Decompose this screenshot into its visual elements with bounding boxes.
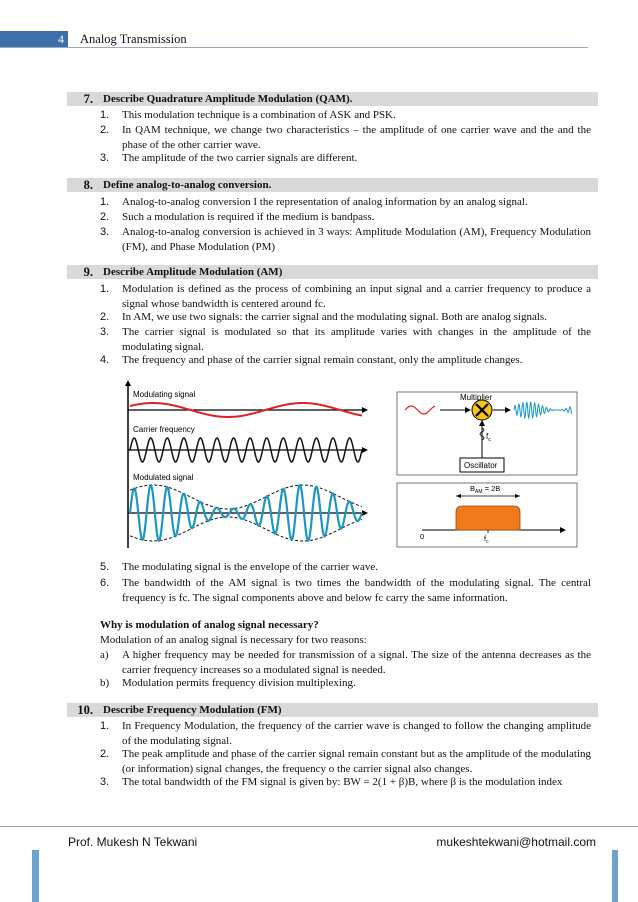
multiplier-label: Multiplier — [460, 393, 493, 402]
list-item: 3. The amplitude of the two carrier signals are different. — [100, 152, 358, 164]
why-intro: Modulation of an analog signal is necessary for two reasons: — [100, 634, 367, 646]
list-item: 4. The frequency and phase of the carrier signal remain constant, only the amplitude changes. — [100, 354, 523, 366]
footer-email: mukeshtekwani@hotmail.com — [436, 835, 596, 849]
reason-item: a) A higher frequency may be needed for transmission of a signal. The size of the antenna decreases as the carrier frequency increases so a modulated signal is needed. — [100, 649, 591, 676]
running-header-title: Analog Transmission — [80, 32, 187, 46]
modulating-signal-label: Modulating signal — [133, 390, 196, 399]
question-number: 10. — [77, 703, 93, 717]
footer-decor-bar-left — [32, 850, 39, 902]
am-band-shape — [456, 506, 520, 530]
question-9-heading — [67, 265, 598, 279]
header-divider — [0, 47, 588, 48]
footer-author: Prof. Mukesh N Tekwani — [68, 835, 198, 849]
question-title: Define analog-to-analog conversion. — [103, 179, 272, 191]
footer-decor-bar-right — [612, 850, 618, 902]
spectrum-fc-label: $f_c$ — [484, 534, 489, 545]
list-item: 3. Analog-to-analog conversion is achieved in 3 ways: Amplitude Modulation (AM), Frequency Modulation (FM), and Phase Modulation (PM) — [100, 226, 591, 253]
question-8-heading — [67, 178, 598, 192]
question-title: Describe Quadrature Amplitude Modulation (QAM). — [103, 93, 353, 105]
question-title: Describe Amplitude Modulation (AM) — [103, 266, 283, 278]
question-number: 8. — [83, 178, 93, 192]
question-7-heading — [67, 92, 598, 106]
why-heading: Why is modulation of analog signal necessary? — [100, 619, 319, 631]
list-item: 6. The bandwidth of the AM signal is two times the bandwidth of the modulating signal. The central frequency is fc. The signal components above and below fc carry the same information. — [100, 577, 591, 604]
list-item: 1. Modulation is defined as the process of combining an input signal and a carrier frequency to produce a signal whose bandwidth is centered around fc. — [100, 283, 591, 310]
list-item: 1. In Frequency Modulation, the frequency of the carrier wave is changed to follow the changing amplitude of the modulating signal. — [100, 720, 591, 747]
list-item: 2. Such a modulation is required if the medium is bandpass. — [100, 211, 375, 223]
reason-item: b) Modulation permits frequency division multiplexing. — [100, 677, 356, 689]
list-item: 2. The peak amplitude and phase of the carrier signal remain constant but as the amplitude of the modulating (or information) signal changes, the frequency o the carrier signal also changes. — [100, 748, 591, 775]
am-modulation-figure — [122, 380, 587, 550]
bandwidth-label: $B_{AM} = 2B$ — [470, 484, 501, 495]
footer-divider — [0, 826, 638, 827]
list-item: 3. The total bandwidth of the FM signal is given by: BW = 2(1 + β)B, where β is the modulation index — [100, 776, 563, 788]
origin-label: 0 — [420, 532, 425, 541]
page-number: 4 — [0, 31, 68, 48]
list-item: 2. In AM, we use two signals: the carrier signal and the modulating signal. Both are analog signals. — [100, 311, 547, 323]
oscillator-fc-label: $f_c$ — [486, 432, 491, 443]
modulated-signal-label: Modulated signal — [133, 473, 194, 482]
oscillator-label: Oscillator — [464, 461, 498, 470]
list-item: 2. In QAM technique, we change two characteristics – the amplitude of one carrier wave and the and the phase of the other carrier wave. — [100, 124, 591, 151]
list-item: 5. The modulating signal is the envelope of the carrier wave. — [100, 561, 378, 573]
question-title: Describe Frequency Modulation (FM) — [103, 704, 282, 716]
list-item: 1. Analog-to-analog conversion I the representation of analog information by an analog signal. — [100, 196, 528, 208]
list-item: 3. The carrier signal is modulated so that its amplitude varies with changes in the amplitude of the modulating signal. — [100, 326, 591, 353]
question-number: 7. — [83, 92, 93, 106]
question-10-heading — [67, 703, 598, 717]
list-item: 1. This modulation technique is a combination of ASK and PSK. — [100, 109, 396, 121]
carrier-frequency-label: Carrier frequency — [133, 425, 195, 434]
question-number: 9. — [83, 265, 93, 279]
